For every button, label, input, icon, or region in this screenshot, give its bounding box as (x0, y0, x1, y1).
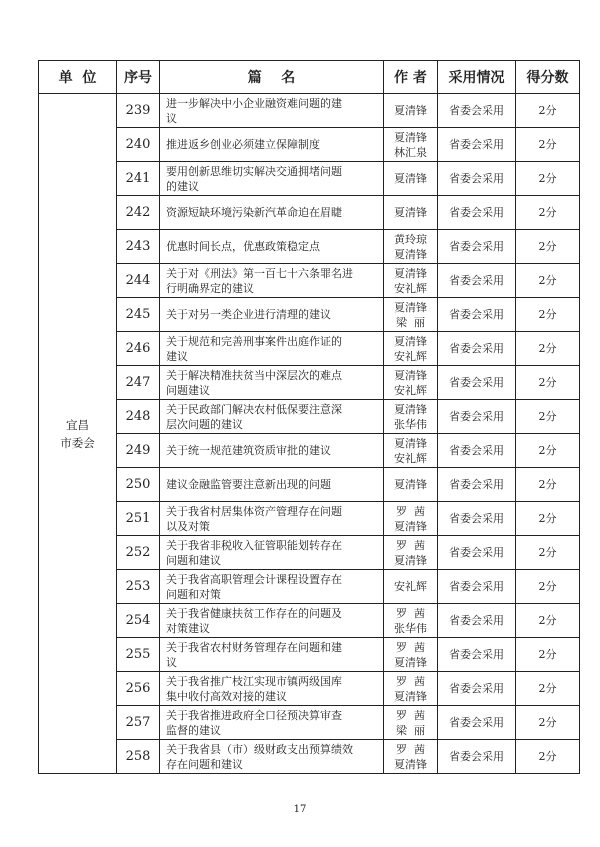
table-row (39, 400, 580, 434)
title-line: 要用创新思维切实解决交通拥堵问题 (166, 164, 342, 178)
row-score: 2分 (516, 570, 580, 604)
row-status: 省委会采用 (438, 264, 516, 298)
table-row (39, 366, 580, 400)
author-name: 安礼辉 (394, 580, 427, 593)
row-score: 2分 (516, 264, 580, 298)
table-row (39, 638, 580, 672)
title-line: 推进返乡创业必须建立保障制度 (166, 138, 320, 151)
author-name: 夏清锋 (394, 655, 427, 669)
row-status: 省委会采用 (438, 672, 516, 706)
row-number: 252 (117, 536, 160, 570)
title-line: 议 (166, 111, 177, 125)
row-score: 2分 (516, 740, 580, 774)
row-status: 省委会采用 (438, 502, 516, 536)
title-line: 资源短缺环境污染新汽革命迫在眉睫 (166, 206, 342, 219)
table-row (39, 672, 580, 706)
header-number: 序号 (117, 61, 160, 94)
author-name: 林汇泉 (394, 145, 427, 159)
row-score: 2分 (516, 604, 580, 638)
row-author (384, 94, 438, 128)
title-line: 问题和对策 (166, 587, 221, 601)
row-author (384, 298, 438, 332)
row-number: 253 (117, 570, 160, 604)
author-name: 夏清锋 (394, 757, 427, 771)
title-line: 进一步解决中小企业融资难问题的建 (166, 96, 342, 110)
row-number: 258 (117, 740, 160, 774)
row-title (160, 638, 384, 672)
author-name: 夏清锋 (394, 436, 427, 450)
title-line: 关于我省推广枝江实现市镇两级国库 (166, 674, 342, 688)
row-title (160, 332, 384, 366)
title-line: 集中收付高效对接的建议 (166, 689, 287, 703)
row-number: 250 (117, 468, 160, 502)
table-row (39, 740, 580, 774)
header-row (39, 61, 580, 94)
row-author (384, 366, 438, 400)
author-name: 夏清锋 (394, 478, 427, 491)
row-title (160, 366, 384, 400)
table-row (39, 332, 580, 366)
table-row (39, 162, 580, 196)
row-score: 2分 (516, 400, 580, 434)
title-line: 以及对策 (166, 519, 210, 533)
row-score: 2分 (516, 298, 580, 332)
row-title (160, 230, 384, 264)
row-title (160, 502, 384, 536)
unit-line: 宜昌 (66, 417, 89, 432)
author-name: 罗 茜 (396, 606, 425, 620)
title-line: 问题和建议 (166, 553, 221, 567)
row-title (160, 672, 384, 706)
row-score: 2分 (516, 162, 580, 196)
row-number: 249 (117, 434, 160, 468)
row-title (160, 468, 384, 502)
row-status: 省委会采用 (438, 332, 516, 366)
row-number: 239 (117, 94, 160, 128)
row-author (384, 128, 438, 162)
author-name: 罗 茜 (396, 708, 425, 722)
table-row (39, 196, 580, 230)
row-status: 省委会采用 (438, 298, 516, 332)
row-score: 2分 (516, 468, 580, 502)
title-line: 优惠时间长点，优惠政策稳定点 (166, 240, 320, 253)
header-score: 得分数 (516, 61, 580, 94)
row-score: 2分 (516, 366, 580, 400)
row-score: 2分 (516, 434, 580, 468)
author-name: 夏清锋 (394, 172, 427, 185)
row-score: 2分 (516, 638, 580, 672)
row-author (384, 740, 438, 774)
row-title (160, 434, 384, 468)
title-line: 建议金融监管要注意新出现的问题 (166, 478, 331, 491)
row-status: 省委会采用 (438, 230, 516, 264)
row-score: 2分 (516, 94, 580, 128)
title-line: 关于我省推进政府全口径预决算审查 (166, 708, 342, 722)
author-name: 罗 茜 (396, 674, 425, 688)
row-status: 省委会采用 (438, 400, 516, 434)
author-name: 夏清锋 (394, 206, 427, 219)
author-name: 张华伟 (394, 621, 427, 635)
row-score: 2分 (516, 536, 580, 570)
row-score: 2分 (516, 332, 580, 366)
proposal-table (38, 60, 580, 774)
title-line: 存在问题和建议 (166, 757, 243, 771)
row-score: 2分 (516, 502, 580, 536)
author-name: 夏清锋 (394, 300, 427, 314)
author-name: 张华伟 (394, 417, 427, 431)
row-title (160, 536, 384, 570)
row-score: 2分 (516, 128, 580, 162)
row-author (384, 196, 438, 230)
row-number: 244 (117, 264, 160, 298)
row-number: 255 (117, 638, 160, 672)
row-status: 省委会采用 (438, 740, 516, 774)
title-line: 议 (166, 655, 177, 669)
row-status: 省委会采用 (438, 570, 516, 604)
row-number: 256 (117, 672, 160, 706)
author-name: 夏清锋 (394, 130, 427, 144)
table-row (39, 536, 580, 570)
row-author (384, 536, 438, 570)
title-line: 行明确界定的建议 (166, 281, 254, 295)
row-status: 省委会采用 (438, 468, 516, 502)
row-number: 248 (117, 400, 160, 434)
row-title (160, 706, 384, 740)
author-name: 黄玲琼 (394, 232, 427, 246)
table-row (39, 230, 580, 264)
table-row (39, 298, 580, 332)
row-number: 240 (117, 128, 160, 162)
author-name: 罗 茜 (396, 640, 425, 654)
row-number: 245 (117, 298, 160, 332)
row-title (160, 570, 384, 604)
author-name: 梁 丽 (396, 315, 425, 329)
title-line: 关于我省健康扶贫工作存在的问题及 (166, 606, 342, 620)
title-line: 关于统一规范建筑资质审批的建议 (166, 444, 331, 457)
header-author: 作 者 (384, 61, 438, 94)
author-name: 夏清锋 (394, 519, 427, 533)
title-line: 建议 (166, 349, 188, 363)
author-name: 安礼辉 (394, 349, 427, 363)
row-author (384, 672, 438, 706)
table-row (39, 128, 580, 162)
title-line: 关于我省村居集体资产管理存在问题 (166, 504, 342, 518)
row-author (384, 434, 438, 468)
author-name: 罗 茜 (396, 504, 425, 518)
author-name: 夏清锋 (394, 553, 427, 567)
title-line: 关于解决精准扶贫当中深层次的难点 (166, 368, 342, 382)
author-name: 梁 丽 (396, 723, 425, 737)
title-line: 问题建议 (166, 383, 210, 397)
row-title (160, 604, 384, 638)
title-line: 关于我省非税收入征管职能划转存在 (166, 538, 342, 552)
row-author (384, 570, 438, 604)
page-number: 17 (293, 804, 307, 815)
row-score: 2分 (516, 706, 580, 740)
row-author (384, 706, 438, 740)
table-row (39, 570, 580, 604)
author-name: 安礼辉 (394, 281, 427, 295)
unit-line: 市委会 (60, 435, 95, 450)
table-row (39, 604, 580, 638)
title-line: 关于民政部门解决农村低保要注意深 (166, 402, 342, 416)
unit-cell (39, 94, 117, 774)
title-line: 关于对另一类企业进行清理的建议 (166, 308, 331, 321)
row-status: 省委会采用 (438, 94, 516, 128)
table-row (39, 502, 580, 536)
row-status: 省委会采用 (438, 128, 516, 162)
title-line: 关于对《刑法》第一百七十六条罪名进 (166, 266, 353, 280)
row-author (384, 502, 438, 536)
header-title: 篇 名 (160, 61, 384, 94)
row-status: 省委会采用 (438, 536, 516, 570)
row-status: 省委会采用 (438, 196, 516, 230)
author-name: 夏清锋 (394, 334, 427, 348)
author-name: 夏清锋 (394, 104, 427, 117)
row-status: 省委会采用 (438, 366, 516, 400)
row-author (384, 230, 438, 264)
row-score: 2分 (516, 672, 580, 706)
author-name: 罗 茜 (396, 742, 425, 756)
title-line: 层次问题的建议 (166, 417, 243, 431)
row-author (384, 400, 438, 434)
row-number: 241 (117, 162, 160, 196)
row-score: 2分 (516, 196, 580, 230)
row-number: 254 (117, 604, 160, 638)
row-number: 251 (117, 502, 160, 536)
row-title (160, 162, 384, 196)
row-status: 省委会采用 (438, 434, 516, 468)
author-name: 夏清锋 (394, 247, 427, 261)
row-author (384, 332, 438, 366)
row-author (384, 604, 438, 638)
row-author (384, 162, 438, 196)
row-title (160, 400, 384, 434)
author-name: 安礼辉 (394, 451, 427, 465)
row-title (160, 740, 384, 774)
row-status: 省委会采用 (438, 638, 516, 672)
row-number: 246 (117, 332, 160, 366)
author-name: 夏清锋 (394, 368, 427, 382)
author-name: 夏清锋 (394, 689, 427, 703)
title-line: 关于我省县（市）级财政支出预算绩效 (166, 742, 353, 756)
table-row (39, 264, 580, 298)
title-line: 监督的建议 (166, 723, 221, 737)
row-number: 257 (117, 706, 160, 740)
author-name: 罗 茜 (396, 538, 425, 552)
author-name: 安礼辉 (394, 383, 427, 397)
row-author (384, 264, 438, 298)
row-status: 省委会采用 (438, 162, 516, 196)
row-title (160, 264, 384, 298)
table-row (39, 706, 580, 740)
title-line: 关于我省高职管理会计课程设置存在 (166, 572, 342, 586)
row-title (160, 298, 384, 332)
row-author (384, 638, 438, 672)
author-name: 夏清锋 (394, 266, 427, 280)
title-line: 对策建议 (166, 621, 210, 635)
table-row (39, 468, 580, 502)
row-title (160, 94, 384, 128)
title-line: 关于我省农村财务管理存在问题和建 (166, 640, 342, 654)
row-title (160, 128, 384, 162)
title-line: 的建议 (166, 179, 199, 193)
table-row (39, 434, 580, 468)
row-number: 242 (117, 196, 160, 230)
row-status: 省委会采用 (438, 706, 516, 740)
row-status: 省委会采用 (438, 604, 516, 638)
header-unit: 单 位 (39, 61, 117, 94)
row-number: 243 (117, 230, 160, 264)
row-number: 247 (117, 366, 160, 400)
row-score: 2分 (516, 230, 580, 264)
table-row (39, 94, 580, 128)
document-page (38, 60, 579, 774)
title-line: 关于规范和完善刑事案件出庭作证的 (166, 334, 342, 348)
row-author (384, 468, 438, 502)
header-status: 采用情况 (438, 61, 516, 94)
author-name: 夏清锋 (394, 402, 427, 416)
row-title (160, 196, 384, 230)
